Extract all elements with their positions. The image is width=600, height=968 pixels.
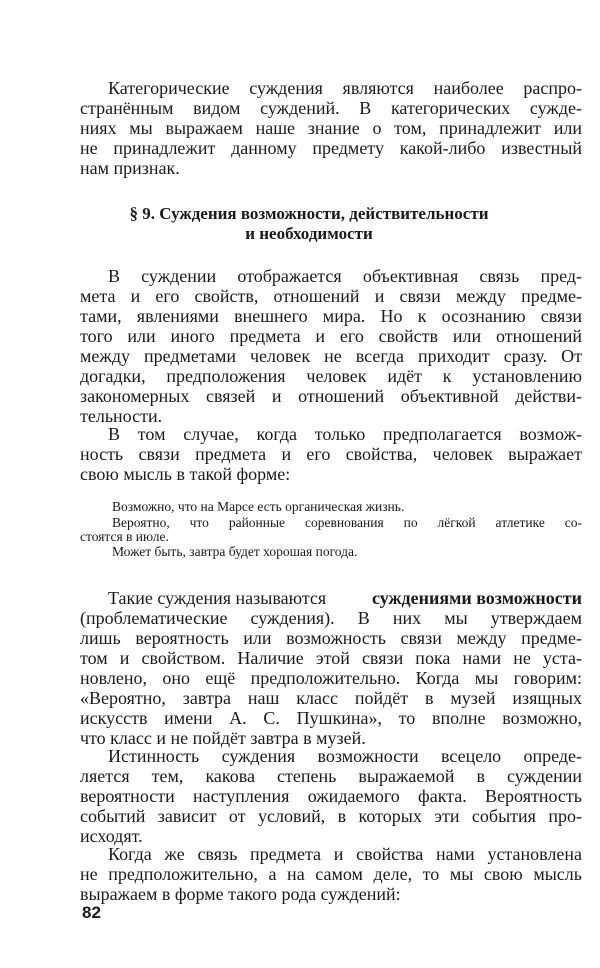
- para1-line-7: закономерных связей и отношений объективной действи-: [80, 386, 582, 406]
- para3-line-5: новлено, оно ещё предположительно. Когда мы говорим:: [80, 668, 582, 688]
- para3-line-4: том и свойством. Наличие этой связи пока нами не уста-: [80, 648, 582, 668]
- section-heading-line-2: и необходимости: [245, 224, 373, 243]
- para4-line-1: Истинность суждения возможности всецело опреде-: [108, 746, 582, 766]
- example-2-line-1: Вероятно, что районные соревнования по лёгкой атлетике со-: [112, 515, 582, 530]
- intro-line-5: нам признак.: [80, 158, 180, 178]
- para3-prefix: Такие суждения называются: [108, 588, 327, 608]
- para3-line-1: [108, 588, 582, 608]
- para1-line-1: В суждении отображается объективная связь пред-: [108, 266, 582, 286]
- para1-line-6: догадки, предположения человек идёт к установлению: [80, 366, 582, 386]
- para2-line-3: свою мысль в такой форме:: [80, 464, 291, 484]
- para4-line-3: вероятности наступления ожидаемого факта. Вероятность: [80, 786, 582, 806]
- page-number: 82: [82, 903, 101, 922]
- para4-line-5: исходят.: [80, 826, 143, 846]
- para1-line-4: того или иного предмета и его свойств или отношений: [80, 326, 582, 346]
- intro-line-4: не принадлежит данному предмету какой-либо известный: [80, 138, 582, 158]
- para3-line-7: искусств имени А. С. Пушкина», то вполне возможно,: [80, 708, 582, 728]
- para3-line-3: лишь вероятность или возможность связи между предмe-: [80, 628, 582, 648]
- para5-line-1: Когда же связь предмета и свойства нами установлена: [108, 844, 582, 864]
- para1-line-2: мета и его свойств, отношений и связи между предме-: [80, 286, 582, 306]
- intro-line-2: странённым видом суждений. В категорических сужде-: [80, 98, 582, 118]
- para5-line-2: не предположительно, а на самом деле, то мы свою мысль: [80, 864, 582, 884]
- para3-line-6: «Вероятно, завтра наш класс пойдёт в музей изящных: [80, 688, 582, 708]
- example-2-line-2: стоятся в июле.: [80, 529, 169, 544]
- para1-line-3: тами, явлениями внешнего мира. Но к осознанию связи: [80, 306, 582, 326]
- section-heading-line-1: § 9. Суждения возможности, действительности: [129, 204, 489, 223]
- para3-line-8: что класс и не пойдёт завтра в музей.: [80, 728, 366, 748]
- para2-line-2: ность связи предмета и его свойства, человек выражает: [80, 444, 582, 464]
- para2-line-1: В том случае, когда только предполагается возмож-: [108, 424, 582, 444]
- intro-line-1: Категорические суждения являются наиболее распро-: [108, 78, 582, 98]
- example-1: Возможно, что на Марсе есть органическая жизнь.: [112, 499, 405, 514]
- example-3: Может быть, завтра будет хорошая погода.: [112, 544, 358, 559]
- para1-line-8: тельности.: [80, 406, 163, 426]
- para1-line-5: между предметами человек не всегда приходит сразу. От: [80, 346, 582, 366]
- para3-line-2: (проблематические суждения). В них мы утверждаем: [80, 608, 582, 628]
- term-possibility-judgments: суждениями возможности: [371, 588, 582, 608]
- para4-line-4: событий зависит от условий, в которых эти события про-: [80, 806, 582, 826]
- para5-line-3: выражаем в форме такого рода суждений:: [80, 884, 401, 904]
- intro-line-3: ниях мы выражаем наше знание о том, принадлежит или: [80, 118, 582, 138]
- para4-line-2: ляется тем, какова степень выражаемой в суждении: [80, 766, 582, 786]
